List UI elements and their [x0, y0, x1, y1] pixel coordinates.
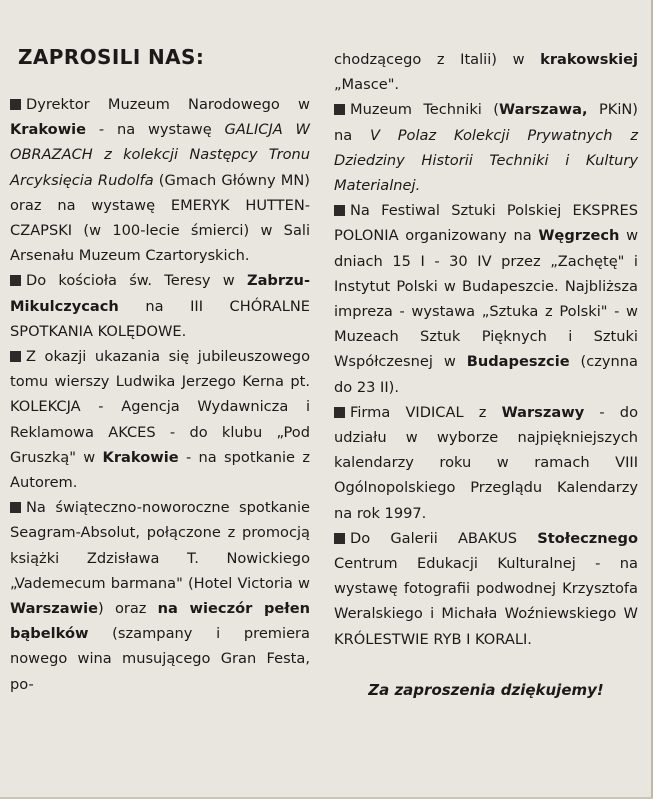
text-run: Dyrektor Muzeum Narodowego w [26, 96, 310, 113]
text-run: Z okazji ukazania się jubileuszowego tomu wierszy Ludwika Jerzego Kerna pt. KOLEKCJA - Agencja Wydawnicza i Reklamowa AKCES - do klubu „Pod Gruszką" w [10, 348, 310, 466]
section-heading: ZAPROSILI NAS: [18, 45, 205, 69]
text-run: Firma VIDICAL z [350, 403, 502, 421]
emphasis-bold: Warszawy [501, 403, 585, 421]
text-run: Na świąteczno-noworoczne spotkanie Seagram-Absolut, połączone z promocją książki Zdzisława T. Nowickiego „Vademecum barmana" (Hotel Victoria w [10, 499, 310, 592]
emphasis-bold: Stołecznego [537, 529, 638, 547]
emphasis-bold: Budapeszcie [466, 353, 570, 371]
text-run: (czynna do 23 II). [334, 353, 638, 396]
emphasis-bold: na wieczór pełen bąbelków [10, 600, 310, 643]
text-run: Do kościoła św. Teresy w [26, 272, 247, 290]
invitation-item [334, 400, 638, 526]
emphasis-bold: Warszawa, [499, 101, 588, 119]
invitation-item [10, 92, 310, 268]
continued-text [334, 47, 638, 97]
invitation-item [10, 495, 310, 697]
emphasis-italic: V Polaz Kolekcji Prywatnych z Dziedziny Historii Techniki i Kultury Materialnej. [334, 126, 638, 195]
square-bullet-icon [334, 205, 345, 216]
emphasis-bold: Zabrzu-Mikulczycach [10, 272, 310, 315]
invitation-item [334, 526, 638, 652]
square-bullet-icon [10, 275, 21, 286]
invitation-item [334, 198, 638, 400]
emphasis-bold: Krakowie [102, 448, 179, 466]
text-run: Do Galerii ABAKUS [350, 529, 538, 547]
text-run: (szampany i premiera nowego wina musującego Gran Festa, po- [10, 625, 310, 693]
square-bullet-icon [334, 104, 345, 115]
square-bullet-icon [10, 351, 21, 362]
text-run: Centrum Edukacji Kulturalnej - na wystawę fotografii podwodnej Krzysztofa Weralskiego i Michała Woźniewskiego W KRÓLESTWIE RYB I KORALI. [334, 555, 638, 648]
emphasis-bold: Krakowie [10, 121, 87, 139]
emphasis-bold: Węgrzech [538, 227, 620, 245]
text-run: na III CHÓRALNE SPOTKANIA KOLĘDOWE. [10, 297, 310, 340]
emphasis-bold: Warszawie [10, 600, 99, 618]
square-bullet-icon [10, 502, 21, 513]
square-bullet-icon [10, 99, 21, 110]
text-run: w dniach 15 I - 30 IV przez „Zachętę" i Instytut Polski w Budapeszcie. Najbliższa impreza - wystawa „Sztuka z Polski" - w Muzeach Sztuk Pięknych i Sztuki Współczesnej w [334, 227, 639, 371]
text-run: chodzącego z Italii) w [334, 51, 541, 68]
closing-thanks: Za zaproszenia dziękujemy! [368, 680, 604, 699]
emphasis-bold: krakowskiej [540, 51, 638, 68]
left-column-text [10, 0, 310, 697]
text-run: Muzeum Techniki ( [350, 101, 499, 119]
right-column-text [334, 0, 638, 703]
square-bullet-icon [334, 407, 345, 418]
text-run: ) oraz [98, 600, 158, 618]
text-run: „Masce". [334, 76, 400, 94]
text-run: PKiN) na [334, 101, 638, 144]
invitation-item [10, 268, 310, 344]
text-run: - na spotkanie z Autorem. [10, 448, 310, 492]
right-column [334, 0, 638, 703]
invitation-item [334, 97, 638, 198]
text-run: (Gmach Główny MN) oraz na wystawę EMERYK HUTTEN-CZAPSKI (w 100-lecie śmierci) w Sali Arsenału Muzeum Czartoryskich. [10, 171, 310, 265]
text-run: - na wystawę [86, 121, 225, 139]
left-column [10, 0, 310, 697]
text-run: Na Festiwal Sztuki Polskiej EKSPRES POLONIA organizowany na [334, 202, 638, 245]
text-run: - do udziału w wyborze najpiękniejszych kalendarzy roku w ramach VIII Ogólnopolskiego Przeglądu Kalendarzy na rok 1997. [334, 403, 638, 522]
emphasis-italic: GALICJA W OBRAZACH z kolekcji Następcy Tronu Arcyksięcia Rudolfa [10, 121, 310, 189]
invitation-item [10, 344, 310, 495]
square-bullet-icon [334, 533, 345, 544]
